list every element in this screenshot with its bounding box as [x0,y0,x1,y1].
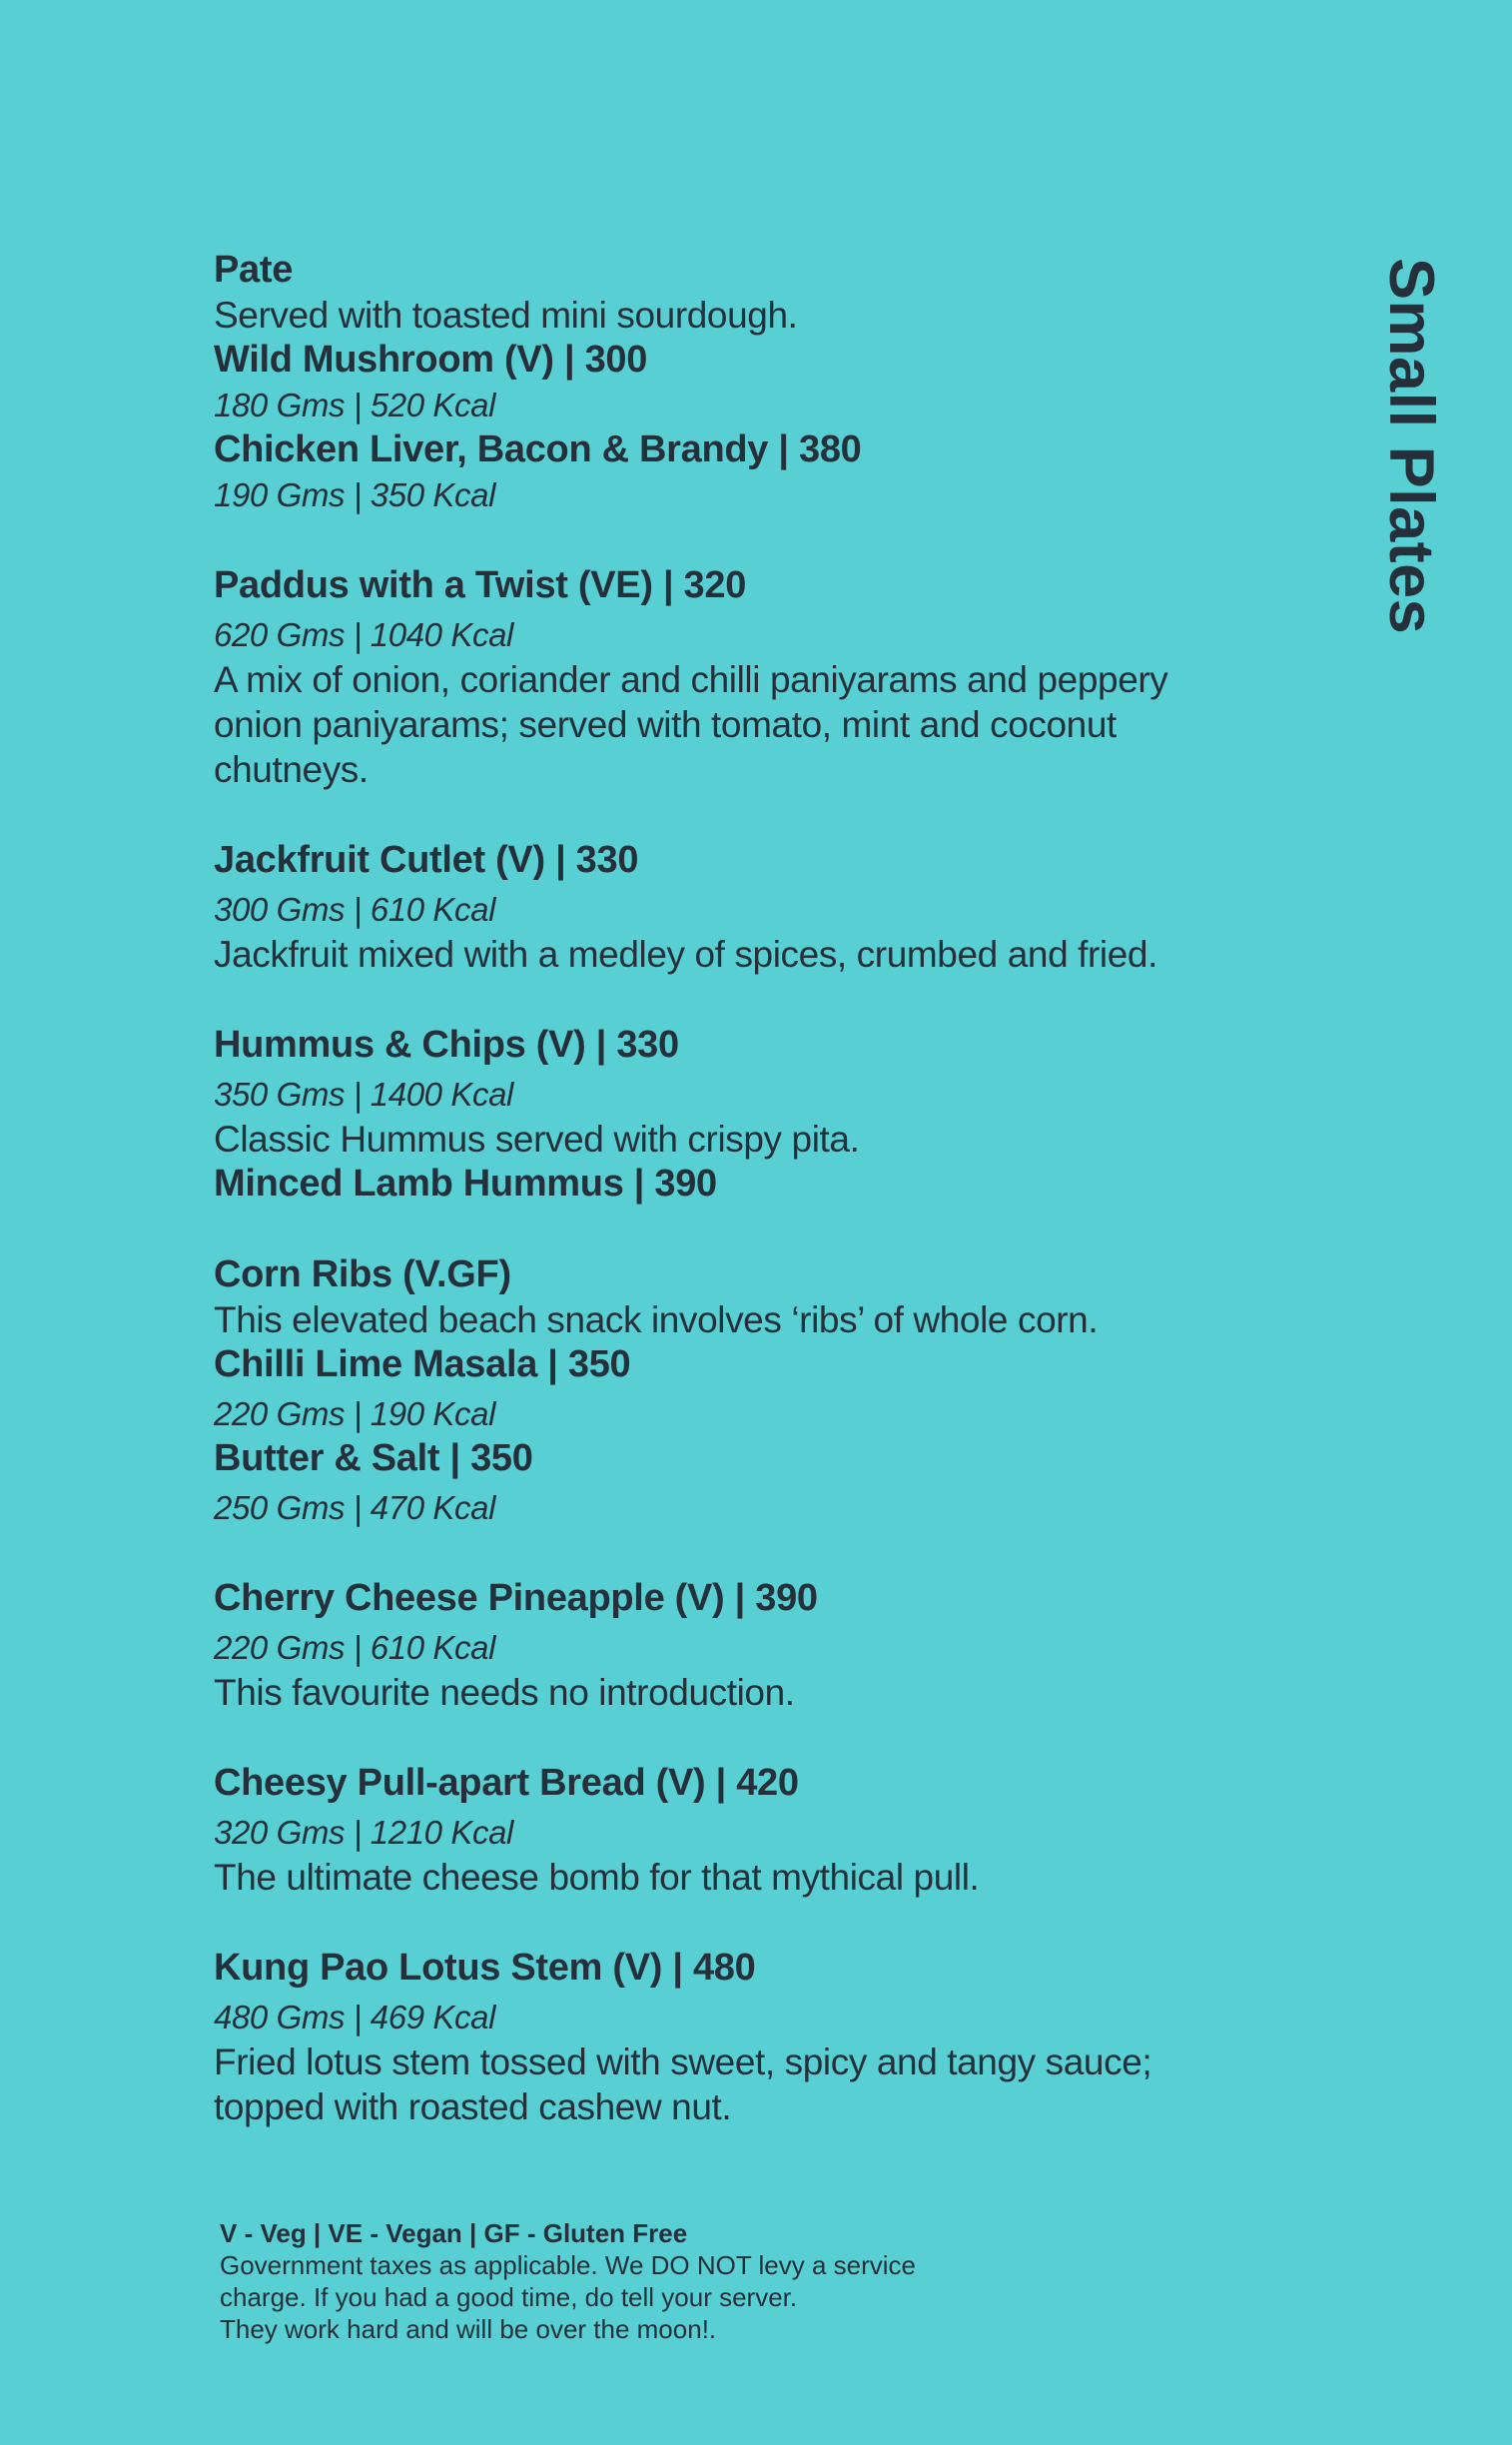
menu-list [214,248,1332,2129]
item-desc-line-paddus-2: onion paniyarams; served with tomato, mint and coconut [214,704,1117,745]
item-desc-pate: Served with toasted mini sourdough. [214,295,798,336]
item-title-corn-ribs: Corn Ribs (V.GF) [214,1253,511,1295]
item-meta-cherry-cheese: 220 Gms | 610 Kcal [214,1629,496,1666]
footer-notes [220,2217,1119,2345]
item-desc-line-kung-pao-2: topped with roasted cashew nut. [214,2086,732,2127]
item-title-kung-pao: Kung Pao Lotus Stem (V) | 480 [214,1947,756,1989]
footer-line-3: They work hard and will be over the moon!. [220,2314,717,2344]
variant-meta-butter-salt: 250 Gms | 470 Kcal [214,1489,496,1526]
item-title-cheesy-bread: Cheesy Pull-apart Bread (V) | 420 [214,1762,799,1804]
item-desc-line-paddus-1: A mix of onion, coriander and chilli paniyarams and peppery [214,659,1168,700]
item-desc-line-paddus-3: chutneys. [214,749,369,790]
spacer [214,1207,1332,1252]
item-desc-cherry-cheese: This favourite needs no introduction. [214,1672,795,1713]
item-meta-kung-pao: 480 Gms | 469 Kcal [214,1999,496,2036]
variant-meta-chicken-liver: 190 Gms | 350 Kcal [214,476,496,513]
item-desc-jackfruit: Jackfruit mixed with a medley of spices, crumbed and fried. [214,934,1157,975]
item-meta-cheesy-bread: 320 Gms | 1210 Kcal [214,1814,513,1851]
item-title-paddus: Paddus with a Twist (VE) | 320 [214,564,747,606]
spacer [214,517,1332,563]
section-title: Small Plates [1376,258,1446,635]
item-title-hummus: Hummus & Chips (V) | 330 [214,1024,679,1066]
spacer [214,1715,1332,1761]
item-title-jackfruit: Jackfruit Cutlet (V) | 330 [214,839,639,881]
variant-title-wild-mushroom: Wild Mushroom (V) | 300 [214,339,648,381]
item-title-pate: Pate [214,249,294,291]
spacer [214,977,1332,1023]
item-meta-hummus: 350 Gms | 1400 Kcal [214,1076,513,1113]
item-desc-cheesy-bread: The ultimate cheese bomb for that mythical pull. [214,1857,980,1898]
spacer [214,792,1332,838]
variant-meta-chilli-lime: 220 Gms | 190 Kcal [214,1395,496,1432]
item-desc-corn-ribs: This elevated beach snack involves ‘ribs’ of whole corn. [214,1299,1099,1340]
item-meta-paddus: 620 Gms | 1040 Kcal [214,616,513,653]
spacer [214,1900,1332,1946]
footer-line-1: Government taxes as applicable. We DO NOT levy a service [220,2250,916,2280]
item-title-cherry-cheese: Cherry Cheese Pineapple (V) | 390 [214,1577,818,1619]
spacer [214,1530,1332,1576]
variant-title-chilli-lime: Chilli Lime Masala | 350 [214,1343,631,1385]
variant-meta-wild-mushroom: 180 Gms | 520 Kcal [214,387,496,423]
item-desc-line-kung-pao-1: Fried lotus stem tossed with sweet, spicy and tangy sauce; [214,2041,1152,2082]
footer-line-2: charge. If you had a good time, do tell your server. [220,2282,798,2312]
item-desc-hummus: Classic Hummus served with crispy pita. [214,1119,860,1160]
item-extra-minced-lamb: Minced Lamb Hummus | 390 [214,1163,717,1205]
item-meta-jackfruit: 300 Gms | 610 Kcal [214,891,496,928]
dietary-legend: V - Veg | VE - Vegan | GF - Gluten Free [220,2218,688,2248]
variant-title-chicken-liver: Chicken Liver, Bacon & Brandy | 380 [214,428,862,470]
variant-title-butter-salt: Butter & Salt | 350 [214,1437,533,1479]
